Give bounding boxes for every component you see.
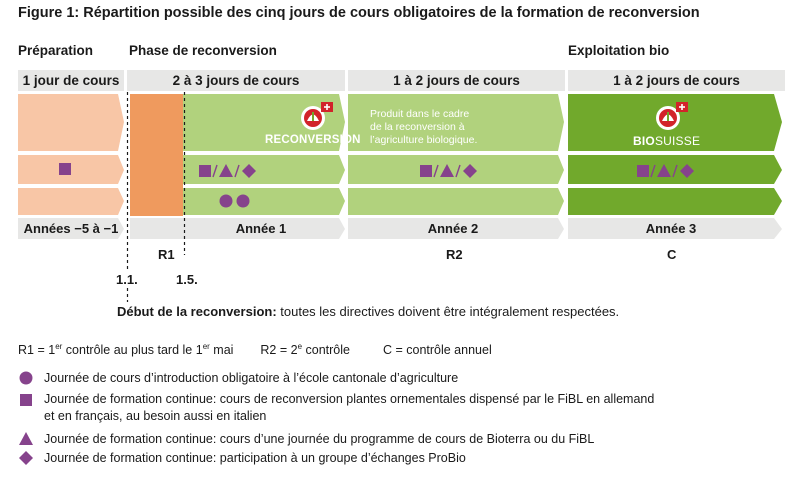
year-label-2: Année 2	[427, 221, 479, 236]
key-r1-sup: er	[55, 342, 63, 351]
legend-circle-text: Journée de cours d’introduction obligatoire à l’école cantonale d’agriculture	[44, 371, 459, 385]
note-line-2: de la reconversion à	[370, 121, 465, 133]
biosuisse-logo-text	[633, 134, 700, 148]
note-line-1: Produit dans le cadre	[370, 108, 470, 120]
phase-reconversion: Phase de reconversion	[129, 43, 277, 58]
circle-icon	[237, 195, 250, 208]
date-1-5: 1.5.	[176, 272, 198, 287]
control-r1: R1	[158, 247, 175, 262]
key-r1	[18, 343, 233, 357]
year2-row2	[348, 155, 564, 184]
date-1-1: 1.1.	[116, 272, 138, 287]
legend-circle-icon	[20, 372, 33, 385]
square-icon	[59, 163, 71, 175]
year2-row3	[348, 188, 564, 215]
legend-square-text-1: Journée de formation continue: cours de reconversion plantes ornementales dispensé par le FiBL en allemand	[44, 392, 655, 406]
legend-diamond-icon	[19, 451, 33, 465]
year3-row3	[568, 188, 782, 215]
phase-preparation: Préparation	[18, 43, 94, 58]
circle-icon	[220, 195, 233, 208]
note-line-3: l’agriculture biologique.	[370, 134, 478, 146]
figure-title: Figure 1: Répartition possible des cinq jours de cours obligatoires de la formation de reconversion	[18, 5, 700, 21]
start-text: toutes les directives doivent être intégralement respectées.	[276, 304, 620, 319]
control-c: C	[667, 247, 677, 262]
course-days-year2: 1 à 2 jours de cours	[393, 73, 520, 88]
legend-square-text-2: et en français, au besoin aussi en italien	[44, 409, 267, 423]
control-r2: R2	[446, 247, 463, 262]
course-days-year1: 2 à 3 jours de cours	[172, 73, 300, 88]
key-r2-pre: R2 = 2	[260, 343, 298, 358]
reconversion-start	[117, 304, 619, 319]
biosuisse-bio: BIO	[633, 134, 655, 148]
controls-key	[18, 342, 492, 357]
square-icon	[420, 165, 432, 177]
key-r1-post: mai	[209, 343, 234, 358]
prep-arrow-row3	[18, 188, 124, 215]
key-r1-pre: R1 = 1	[18, 343, 56, 358]
legend-triangle-text: Journée de formation continue: cours d’une journée du programme de cours de Bioterra ou du FiBL	[44, 432, 595, 446]
legend-square-icon	[20, 394, 32, 406]
year1-row3	[183, 188, 345, 215]
key-r1-sup2: er	[202, 342, 210, 351]
r1-column	[130, 94, 183, 216]
course-days-year3: 1 à 2 jours de cours	[613, 73, 740, 88]
key-r1-mid: contrôle au plus tard le 1	[62, 343, 203, 358]
key-r2-post: contrôle	[302, 343, 350, 358]
key-r2-sup: e	[297, 342, 303, 351]
year-label-3: Année 3	[645, 221, 697, 236]
square-icon	[637, 165, 649, 177]
year-label-prep: Années −5 à −1	[23, 221, 119, 236]
reconversion-note	[370, 108, 477, 147]
year-label-1: Année 1	[235, 221, 287, 236]
reconversion-logo-text: RECONVERSION	[265, 134, 361, 146]
start-bold: Début de la reconversion:	[117, 304, 277, 319]
course-days-prep: 1 jour de cours	[22, 73, 120, 88]
phase-exploitation: Exploitation bio	[568, 43, 670, 58]
legend-triangle-icon	[19, 432, 33, 445]
key-r2	[260, 343, 350, 357]
square-icon	[199, 165, 211, 177]
legend-diamond-text: Journée de formation continue: participation à un groupe d’échanges ProBio	[44, 451, 466, 465]
biosuisse-suisse: SUISSE	[654, 134, 701, 148]
key-c: C = contrôle annuel	[382, 343, 492, 358]
prep-arrow-row1	[18, 94, 124, 151]
